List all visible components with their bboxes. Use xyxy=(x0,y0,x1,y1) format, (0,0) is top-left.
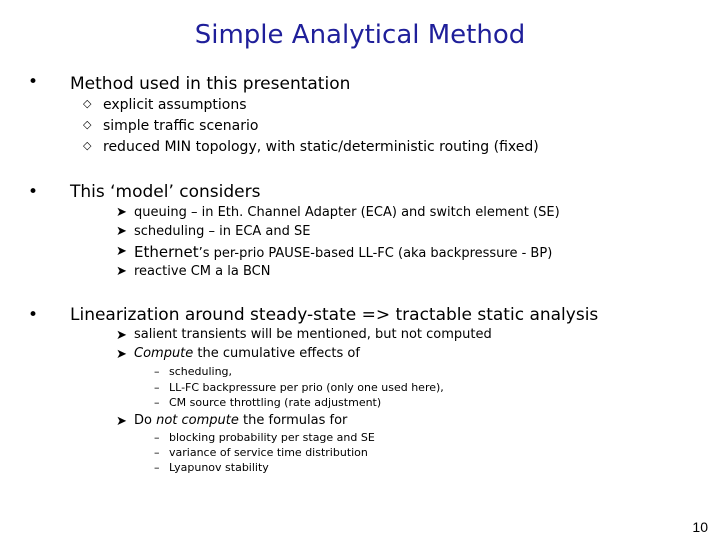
bullet-2-item-3-rest: ’s per-prio PAUSE-based LL-FC (aka backpressure - BP) xyxy=(198,246,553,261)
arrow-bullet-icon: ➤ xyxy=(116,244,127,259)
dash-bullet-icon: – xyxy=(154,365,160,378)
bullet-dot: • xyxy=(28,72,39,92)
compute-sub-3: CM source throttling (rate adjustment) xyxy=(169,396,382,409)
bullet-dot: • xyxy=(28,182,39,202)
bullet-2-item-4: reactive CM a la BCN xyxy=(134,264,271,279)
bullet-1-item-2: simple traffic scenario xyxy=(103,118,259,134)
dash-bullet-icon: – xyxy=(154,431,160,444)
compute-emphasis: Compute xyxy=(134,346,194,361)
bullet-3-item-2-rest: the cumulative effects of xyxy=(193,346,360,361)
dash-bullet-icon: – xyxy=(154,396,160,409)
bullet-3-item-3-rest: the formulas for xyxy=(238,413,348,428)
arrow-bullet-icon: ➤ xyxy=(116,414,127,429)
dash-bullet-icon: – xyxy=(154,446,160,459)
dash-bullet-icon: – xyxy=(154,461,160,474)
bullet-1-item-1: explicit assumptions xyxy=(103,97,247,113)
bullet-dot: • xyxy=(28,305,39,325)
arrow-bullet-icon: ➤ xyxy=(116,264,127,279)
diamond-bullet-icon: ◇ xyxy=(83,139,92,152)
bullet-3-text: Linearization around steady-state => tractable static analysis xyxy=(70,305,599,325)
bullet-3-item-2 xyxy=(134,346,360,361)
not-compute-emphasis: not compute xyxy=(156,413,239,428)
arrow-bullet-icon: ➤ xyxy=(116,205,127,220)
bullet-2-item-3 xyxy=(134,243,552,261)
arrow-bullet-icon: ➤ xyxy=(116,347,127,362)
not-compute-sub-2: variance of service time distribution xyxy=(169,446,368,459)
arrow-bullet-icon: ➤ xyxy=(116,224,127,239)
compute-sub-2: LL-FC backpressure per prio (only one used here), xyxy=(169,381,444,394)
slide-title: Simple Analytical Method xyxy=(194,20,526,50)
bullet-2-text: This ‘model’ considers xyxy=(70,182,261,202)
dash-bullet-icon: – xyxy=(154,381,160,394)
bullet-1-item-3: reduced MIN topology, with static/deterministic routing (fixed) xyxy=(103,139,539,155)
bullet-2-item-2: scheduling – in ECA and SE xyxy=(134,224,311,239)
diamond-bullet-icon: ◇ xyxy=(83,118,92,131)
bullet-3-item-3 xyxy=(134,413,347,428)
page-number: 10 xyxy=(692,519,708,535)
do-prefix: Do xyxy=(134,413,157,428)
not-compute-sub-1: blocking probability per stage and SE xyxy=(169,431,375,444)
diamond-bullet-icon: ◇ xyxy=(83,97,92,110)
not-compute-sub-3: Lyapunov stability xyxy=(169,461,269,474)
arrow-bullet-icon: ➤ xyxy=(116,328,127,343)
bullet-2-item-1: queuing – in Eth. Channel Adapter (ECA) and switch element (SE) xyxy=(134,205,560,220)
bullet-3-item-1: salient transients will be mentioned, but not computed xyxy=(134,327,492,342)
compute-sub-1: scheduling, xyxy=(169,365,233,378)
ethernet-label: Ethernet xyxy=(134,243,199,261)
bullet-1-text: Method used in this presentation xyxy=(70,74,351,94)
